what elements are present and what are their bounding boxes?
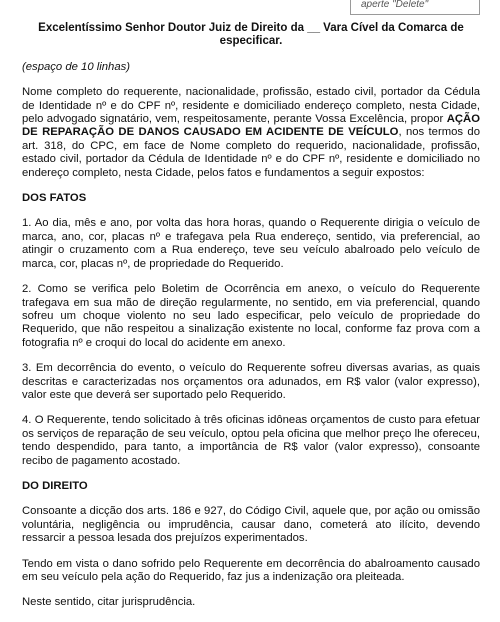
law-paragraph-1: Consoante a dicção dos arts. 186 e 927, do Código Civil, aquele que, por ação ou omissão voluntária, negligência ou imprudência, causar dano, cometerá ato ilícito, devendo ressarcir a pessoa lesada dos prejuízos experimentados. — [22, 505, 480, 545]
action-title: AÇÃO DE REPARAÇÃO DE DANOS CAUSADO EM ACIDENTE DE VEÍCULO — [22, 113, 480, 139]
law-paragraph-2: Tendo em vista o dano sofrido pelo Requerente em decorrência do abalroamento causado em seu veículo pela ação do Requerido, faz jus a indenização ora pleiteada. — [22, 557, 480, 583]
intro-text-1: Nome completo do requerente, nacionalidade, profissão, estado civil, portador da Cédula de Identidade nº e do CPF nº, residente e domiciliado endereço completo, nesta Cidade, pelo advogado signatário, vem, respeitosamente, perante Vossa Excelência, propor — [22, 86, 480, 126]
facts-paragraph-2: 2. Como se verifica pelo Boletim de Ocorrência em anexo, o veículo do Requerente trafegava em sua mão de direção regularmente, no sentido, em via preferencial, quando sofreu um choque violento no seu lado especificar, pelo veículo de propriedade do Requerido, que não respeitou a sinalização existente no local, conforme faz prova com a fotografia nº e croqui do local do acidente em anexo. — [22, 283, 480, 349]
document-body — [22, 22, 480, 622]
facts-paragraph-4: 4. O Requerente, tendo solicitado à três oficinas idôneas orçamentos de custo para efetuar os serviços de reparação de seu veículo, optou pela oficina que melhor preço lhe ofereceu, tendo despendido, para tanto, a importância de R$ valor (valor expresso), consoante recibo de pagamento acostado. — [22, 414, 480, 467]
law-section-title: DO DIREITO — [22, 479, 88, 492]
facts-section-title: DOS FATOS — [22, 192, 87, 205]
document-heading: Excelentíssimo Senhor Doutor Juiz de Direito da __ Vara Cível da Comarca de especificar. — [38, 22, 464, 48]
delete-hint-text: aperte "Delete" — [361, 0, 429, 10]
facts-paragraph-3: 3. Em decorrência do evento, o veículo do Requerente sofreu diversas avarias, as quais descritas e caracterizadas nos orçamentos ora adunados, em R$ valor (valor expresso), valor este que deverá ser suportado pelo Requerido. — [22, 362, 480, 401]
facts-paragraph-1: 1. Ao dia, mês e ano, por volta das hora horas, quando o Requerente dirigia o veículo de marca, ano, cor, placas nº e trafegava pela Rua endereço, sentido, via preferencial, ao atingir o cruzamento com a Rua endereço, teve seu veículo abalroado pelo veículo de marca, cor, placas nº, de propriedade do Requerido. — [22, 217, 480, 270]
delete-hint-box — [350, 0, 480, 15]
space-note: (espaço de 10 linhas) — [22, 60, 131, 73]
intro-text-2: , nos termos do art. 318, do CPC, em face de Nome completo do requerido, nacionalidade, profissão, estado civil, portador da Cédula de Identidade nº e do CPF nº, residente e domiciliado no endereço completo, nesta Cidade, pelos fatos e fundamentos a seguir expostos: — [22, 126, 480, 179]
intro-paragraph — [22, 86, 480, 180]
law-paragraph-3: Neste sentido, citar jurisprudência. — [22, 596, 196, 609]
